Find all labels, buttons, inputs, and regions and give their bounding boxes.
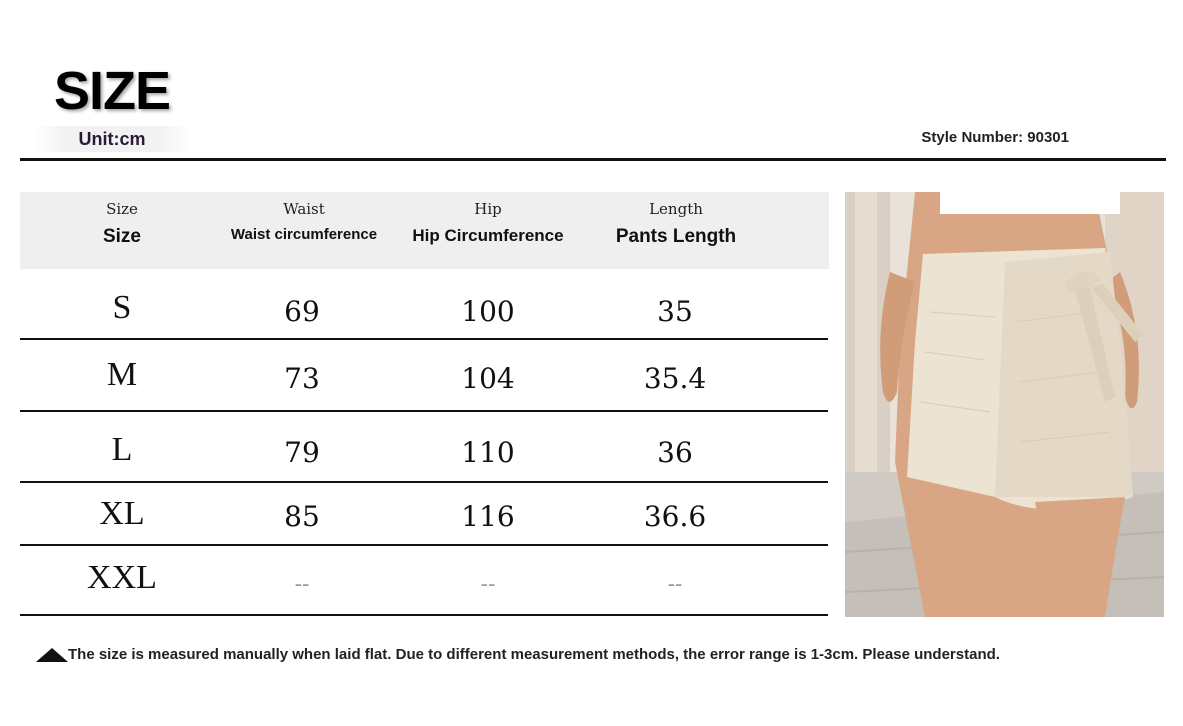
table-cell-waist: 69 [284,295,320,328]
column-header-size [62,192,182,269]
column-header-length-bottom: Pants Length [615,226,737,247]
table-cell-waist: 85 [284,500,320,533]
table-cell-length: 36.6 [643,500,707,533]
table-cell-size: XXL [87,559,157,596]
triangle-icon [36,648,68,662]
table-cell-size: S [112,289,132,326]
table-cell-length: 35.4 [643,362,707,395]
table-cell-length: -- [667,572,683,597]
row-divider [20,410,828,412]
column-header-hip-bottom: Hip Circumference [412,226,564,245]
table-cell-hip: 110 [461,436,515,469]
column-header-length [586,192,766,269]
table-cell-hip: 116 [461,500,515,533]
table-cell-hip: 100 [461,295,515,328]
unit-label: Unit:cm [34,126,190,152]
column-header-waist [214,192,394,269]
table-cell-hip: 104 [461,362,515,395]
column-header-size-top: Size [106,200,138,218]
table-cell-size: XL [99,495,145,532]
column-header-waist-top: Waist [283,200,325,218]
row-divider [20,481,828,483]
column-header-hip-top: Hip [474,200,502,218]
column-header-size-bottom: Size [102,226,142,247]
table-cell-size: L [111,431,133,468]
measurement-note [36,646,1000,663]
product-photo-illustration [845,192,1164,617]
row-divider [20,338,828,340]
table-cell-waist: -- [294,572,310,597]
table-cell-length: 36 [657,436,693,469]
style-number: Style Number: 90301 [921,129,1069,146]
column-header-hip [398,192,578,269]
table-cell-waist: 79 [284,436,320,469]
product-photo [845,192,1164,617]
measurement-note-text: The size is measured manually when laid flat. Due to different measurement methods, the error range is 1-3cm. Please understand. [68,646,1000,663]
table-cell-size: M [106,356,138,393]
column-header-waist-bottom: Waist circumference [230,226,378,243]
table-cell-hip: -- [480,572,496,597]
table-cell-length: 35 [657,295,693,328]
row-divider [20,544,828,546]
header-divider [20,158,1166,161]
size-title: SIZE [54,61,171,121]
table-cell-waist: 73 [284,362,320,395]
column-header-length-top: Length [649,200,703,218]
table-bottom-rule [20,614,828,616]
